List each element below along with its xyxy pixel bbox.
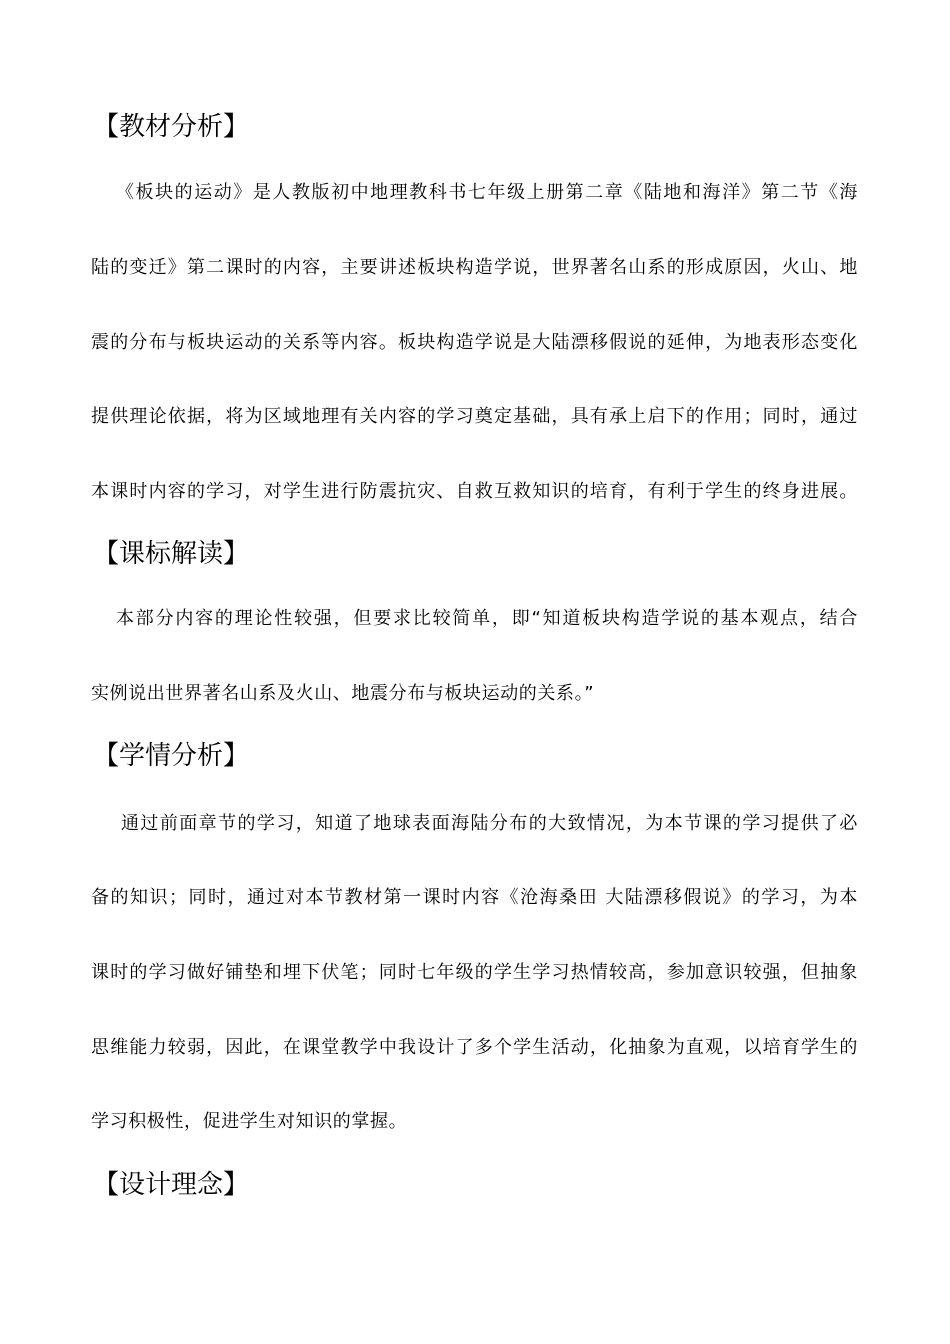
paragraph-line: 震的分布与板块运动的关系等内容。板块构造学说是大陆漂移假说的延伸，为地表形态变化 [91,332,858,353]
paragraph-line: 通过前面章节的学习，知道了地球表面海陆分布的大致情况，为本节课的学习提供了必 [121,813,858,834]
paragraph-line: 学习积极性，促进学生对知识的掌握。 [91,1111,408,1132]
section-heading-learner-analysis: 【学情分析】 [93,741,250,771]
paragraph-line: 实例说出世界著名山系及火山、地震分布与板块运动的关系。” [91,683,595,704]
paragraph-line: 本课时内容的学习，对学生进行防震抗灾、自救互救知识的培育，有利于学生的终身进展。 [91,481,858,502]
section-heading-textbook-analysis: 【教材分析】 [93,112,250,142]
paragraph-line: 《板块的运动》是人教版初中地理教科书七年级上册第二章《陆地和海洋》第二节《海 [116,182,858,203]
paragraph-line: 本部分内容的理论性较强，但要求比较简单，即“知道板块构造学说的基本观点，结合 [116,608,858,629]
section-heading-curriculum-standard: 【课标解读】 [93,539,250,569]
section-heading-design-concept: 【设计理念】 [93,1170,250,1200]
paragraph-line: 备的知识；同时，通过对本节教材第一课时内容《沧海桑田 大陆漂移假说》的学习，为本 [91,887,858,908]
paragraph-line: 陆的变迁》第二课时的内容，主要讲述板块构造学说，世界著名山系的形成原因，火山、地 [91,257,858,278]
paragraph-line: 课时的学习做好铺垫和埋下伏笔；同时七年级的学生学习热情较高，参加意识较强，但抽象 [91,962,858,983]
paragraph-line: 提供理论依据，将为区域地理有关内容的学习奠定基础，具有承上启下的作用；同时，通过 [91,406,858,427]
paragraph-line: 思维能力较弱，因此，在课堂教学中我设计了多个学生活动，化抽象为直观，以培育学生的 [91,1037,858,1058]
